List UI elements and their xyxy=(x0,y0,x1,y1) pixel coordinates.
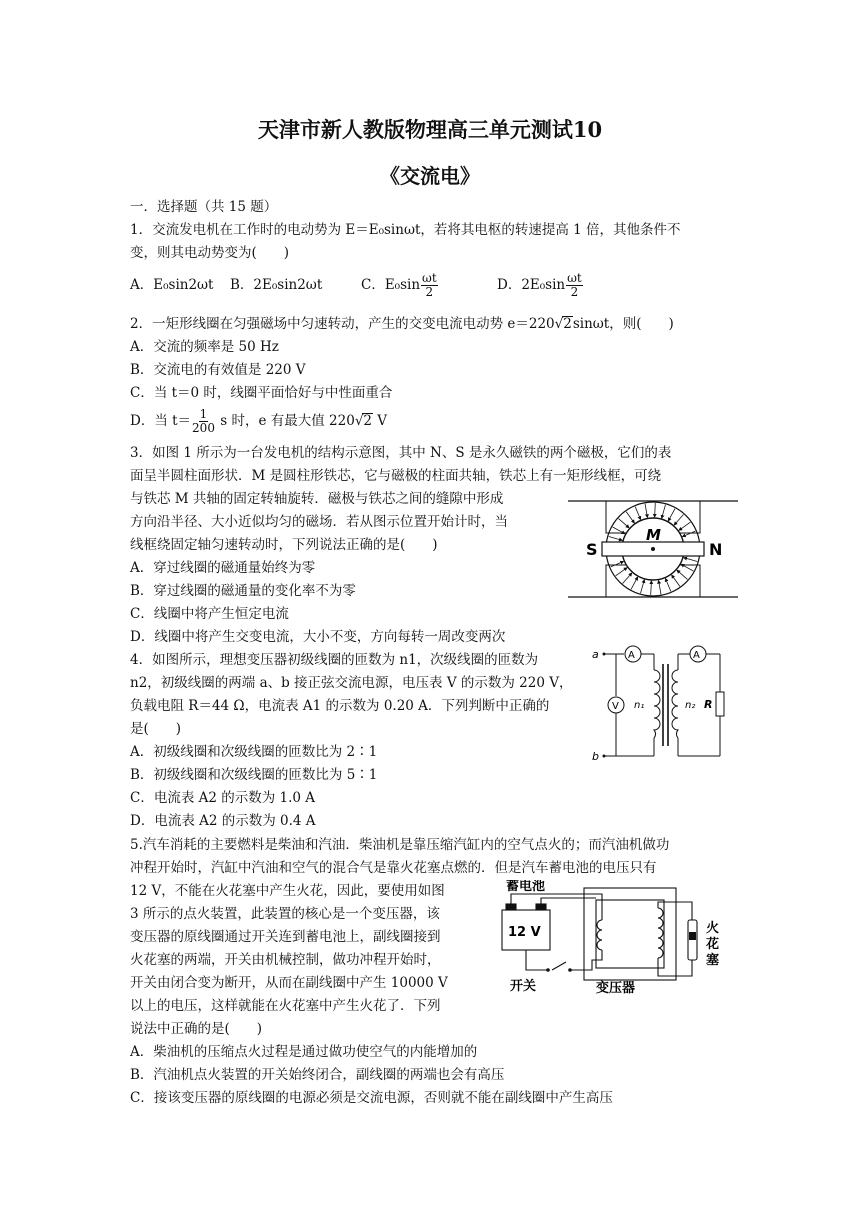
field-arrow xyxy=(677,570,687,579)
field-arrow xyxy=(635,507,640,520)
q2-option-b: B．交流电的有效值是 220 V xyxy=(130,362,306,378)
q5-option-a: A．柴油机的压缩点火过程是通过做功使空气的内能增加的 xyxy=(130,1044,478,1060)
q3-option-d: D．线圈中将产生交变电流，大小不变，方向每转一周改变两次 xyxy=(130,629,506,645)
q3-option-a: A．穿过线圈的磁通量始终为零 xyxy=(130,560,316,576)
resistor-label: R xyxy=(704,698,713,711)
field-arrow xyxy=(609,537,622,541)
fraction-denominator: 2 xyxy=(570,285,579,299)
page-title: 天津市新人教版物理高三单元测试10 xyxy=(257,117,603,142)
field-arrow xyxy=(631,577,638,589)
field-arrow xyxy=(684,558,697,562)
q5-option-c: C．接该变压器的原线圈的电源必须是交流电源，否则就不能在副线圈中产生高压 xyxy=(130,1090,613,1106)
fraction-denominator: 2 xyxy=(425,285,434,299)
q1-option-a: A．E₀sin2ωt xyxy=(130,277,214,293)
fraction-numerator: 1 xyxy=(199,407,208,421)
spark-plug-label-1: 火 xyxy=(706,921,720,936)
q3-option-c: C．线圈中将产生恒定电流 xyxy=(130,606,289,622)
q3-line-5: 线框绕固定轴匀速转动时，下列说法正确的是( ) xyxy=(130,537,438,553)
field-arrow xyxy=(655,503,656,517)
q1-option-c-fraction xyxy=(421,272,438,299)
q3-line-4: 方向沿半径、大小近似均匀的磁场．若从图示位置开始计时，当 xyxy=(130,514,508,530)
q4-line-1: 4．如图所示，理想变压器初级线圈的匝数为 n1，次级线圈的匝数为 xyxy=(130,652,539,668)
field-arrow xyxy=(611,561,624,566)
q4-option-b: B．初级线圈和次级线圈的匝数比为 5∶1 xyxy=(130,767,378,783)
terminal-a-label: a xyxy=(592,648,599,661)
generator-figure xyxy=(566,497,740,601)
q5-option-b: B．汽油机点火装置的开关始终闭合，副线圈的两端也会有高压 xyxy=(130,1067,505,1083)
field-arrow xyxy=(626,512,634,523)
q4-line-2: n2，初级线圈的两端 a、b 接正弦交流电源，电压表 V 的示数为 220 V， xyxy=(130,675,573,691)
q4-line-4: 是( ) xyxy=(130,721,182,737)
q1-line-2: 变，则其电动势变为( ) xyxy=(130,245,290,261)
q1-option-c xyxy=(361,272,497,299)
ignition-figure xyxy=(492,880,728,998)
field-arrow xyxy=(651,581,652,595)
field-arrow xyxy=(662,505,666,518)
q3-line-1: 3．如图 1 所示为一台发电机的结构示意图，其中 N、S 是永久磁铁的两个磁极，它们的表 xyxy=(130,445,672,461)
q5-line-4: 3 所示的点火装置，此装置的核心是一个变压器，该 xyxy=(130,906,440,922)
q1-option-d xyxy=(497,272,584,299)
q2-option-d-prefix: D．当 t＝ xyxy=(130,413,192,429)
spark-plug-label-2: 花 xyxy=(706,937,720,952)
field-arrow xyxy=(668,509,675,521)
field-arrow xyxy=(645,504,647,518)
voltmeter-label: V xyxy=(612,701,619,712)
ammeter-a2-label: A xyxy=(693,650,700,661)
n1-label: n₁ xyxy=(634,700,645,711)
q5-line-3: 12 V，不能在火花塞中产生火花，因此，要使用如图 xyxy=(130,883,445,899)
q3-line-2: 面呈半圆柱面形状．M 是圆柱形铁芯，它与磁极的柱面共轴，铁芯上有一矩形线框，可绕 xyxy=(130,468,662,484)
field-arrow xyxy=(619,519,629,528)
field-arrow xyxy=(674,515,683,525)
q2-option-d: D．当 t＝ $\frac{1}{200}$ s 时，e 有最大值 220√2 V xyxy=(130,407,388,435)
q5-line-8: 以上的电压，这样就能在火花塞中产生火花了．下列 xyxy=(130,998,441,1014)
ammeter-a1-label: A xyxy=(628,650,635,661)
battery-label: 蓄电池 xyxy=(506,880,546,894)
q5-line-1: 5.汽车消耗的主要燃料是柴油和汽油．柴油机是靠压缩汽缸内的空气点火的；而汽油机做功 xyxy=(130,837,670,853)
q1-option-d-prefix: D．2E₀sin xyxy=(497,277,566,293)
q3-line-3: 与铁芯 M 共轴的固定转轴旋转．磁极与铁芯之间的缝隙中形成 xyxy=(130,491,504,507)
q2-option-d-middle: s 时，e 有最大值 220 xyxy=(220,413,355,429)
q3-option-b: B．穿过线圈的磁通量的变化率不为零 xyxy=(130,583,356,599)
field-arrow xyxy=(641,580,645,593)
terminal-b-label: b xyxy=(592,750,599,763)
q1-line-1: 1．交流发电机在工作时的电动势为 E＝E₀sinωt，若将其电枢的转速提高 1 倍，其他条件不 xyxy=(130,222,681,238)
field-arrow xyxy=(616,568,627,576)
q2-line-1: 2．一矩形线圈在匀强磁场中匀速转动，产生的交变电流电动势 e＝220√2sinωt，则( ) xyxy=(130,316,674,332)
q5-line-6: 火花塞的两端，开关由机械控制，做功冲程开始时， xyxy=(130,952,441,968)
section-heading: 一．选择题（共 15 题） xyxy=(130,199,278,215)
q5-line-9: 说法中正确的是( ) xyxy=(130,1021,263,1037)
q5-line-2: 冲程开始时，汽缸中汽油和空气的混合气是靠火花塞点燃的．但是汽车蓄电池的电压只有 xyxy=(130,860,657,876)
q4-option-a: A．初级线圈和次级线圈的匝数比为 2∶1 xyxy=(130,744,378,760)
q1-option-b: B．2E₀sin2ωt xyxy=(230,277,323,293)
page-subtitle: 《交流电》 xyxy=(380,164,480,188)
fraction-denominator: 200 xyxy=(192,421,215,435)
switch-label: 开关 xyxy=(510,979,537,994)
core-label: M xyxy=(646,526,661,544)
pole-s-label: S xyxy=(586,540,598,559)
field-arrow xyxy=(659,581,661,595)
q1-options xyxy=(130,272,584,299)
q2-option-d-fraction xyxy=(192,408,215,435)
spark-plug-label-3: 塞 xyxy=(706,953,720,968)
q2-radicand: 2 xyxy=(563,316,572,332)
q2-option-d-suffix: V xyxy=(373,413,388,429)
q2-option-d-radicand: 2 xyxy=(363,413,373,429)
q4-option-d: D．电流表 A2 的示数为 0.4 A xyxy=(130,813,316,829)
q2-line-1-prefix: 2．一矩形线圈在匀强磁场中匀速转动，产生的交变电流电动势 e＝220 xyxy=(130,316,555,332)
fraction-numerator: ωt xyxy=(567,271,582,285)
battery-voltage-label: 12 V xyxy=(508,925,541,940)
field-arrow xyxy=(623,573,632,583)
field-arrow xyxy=(665,578,670,591)
fraction-numerator: ωt xyxy=(422,271,437,285)
q1-option-d-fraction xyxy=(566,272,583,299)
q5-line-5: 变压器的原线圈通过开关连到蓄电池上，副线圈接到 xyxy=(130,929,441,945)
transformer-circuit-figure xyxy=(590,642,740,764)
q5-line-7: 开关由闭合变为断开，从而在副线圈中产生 10000 V xyxy=(130,975,448,991)
field-arrow xyxy=(672,575,680,586)
q2-option-a: A．交流的频率是 50 Hz xyxy=(130,339,279,355)
n2-label: n₂ xyxy=(685,700,696,711)
field-arrow xyxy=(682,531,695,536)
pole-n-label: N xyxy=(709,540,723,559)
q4-line-3: 负载电阻 R＝44 Ω，电流表 A1 的示数为 0.20 A．下列判断中正确的 xyxy=(130,698,550,714)
transformer-label: 变压器 xyxy=(596,981,636,996)
q2-option-c: C．当 t＝0 时，线圈平面恰好与中性面重合 xyxy=(130,385,393,401)
q4-option-c: C．电流表 A2 的示数为 1.0 A xyxy=(130,790,316,806)
q1-option-c-prefix: C．E₀sin xyxy=(361,277,421,293)
field-arrow xyxy=(679,522,690,530)
q2-line-1-suffix: sinωt，则( ) xyxy=(572,316,674,332)
